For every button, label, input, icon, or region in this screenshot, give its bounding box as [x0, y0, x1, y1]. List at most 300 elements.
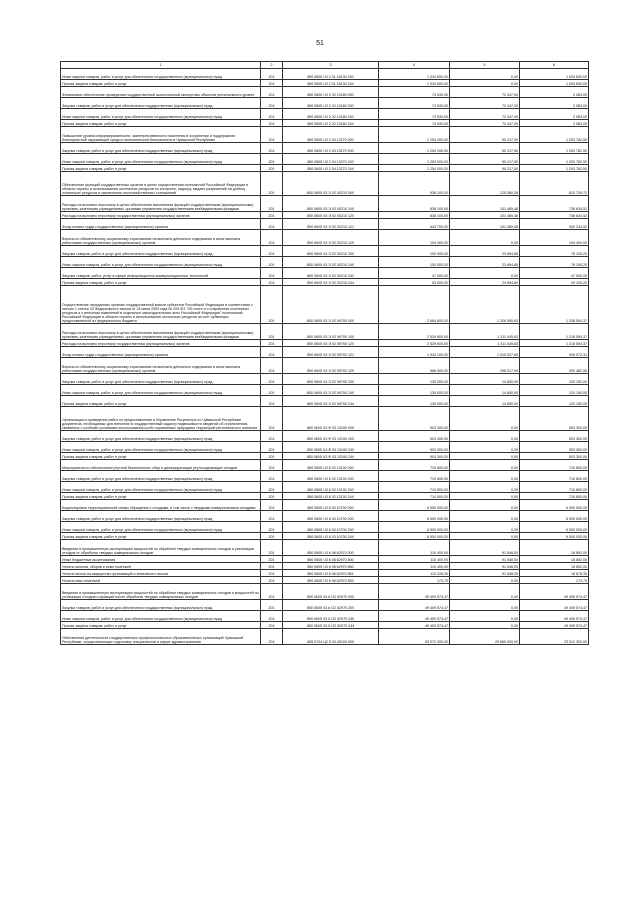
row-executed: 0,00 — [450, 80, 520, 87]
row-classifier: 850 0605 Ч3 Э 02 00210 100 — [283, 196, 379, 212]
table-row — [61, 87, 589, 98]
table-row — [61, 611, 589, 622]
row-name: Иные закупки товаров, работ и услуг для обеспечения государственных (муниципальных) нужд — [61, 69, 261, 80]
row-classifier: 850 0605 Ч3 Э 02 59700 200 — [283, 374, 379, 385]
row-name: Закупка товаров, работ и услуг для обеспечения государственных (муниципальных) нужд — [61, 98, 261, 109]
row-plan: 838 100,00 — [379, 196, 450, 212]
row-plan: 110 400,00 — [379, 540, 450, 556]
table-row — [61, 600, 589, 611]
row-code: 201 — [261, 69, 283, 80]
row-plan: 6 500 000,00 — [379, 511, 450, 522]
row-classifier: 850 0605 Ч3 Э 02 59700 120 — [283, 340, 379, 347]
row-code: 201 — [261, 172, 283, 196]
row-executed: 0,00 — [450, 493, 520, 500]
table-row — [61, 279, 589, 286]
table-row — [61, 570, 589, 577]
row-executed: 1 311 045,63 — [450, 340, 520, 347]
row-name: Иные закупки товаров, работ и услуг для обеспечения государственных (муниципальных) нужд — [61, 442, 261, 453]
table-row — [61, 286, 589, 324]
row-classifier: 850 0605 Ч3 6 02 13130 240 — [283, 482, 379, 493]
row-remaining: 1 034 600,00 — [520, 80, 589, 87]
row-executed: 0,00 — [450, 453, 520, 460]
row-classifier: 850 0605 Ч3 6 03 10700 240 — [283, 522, 379, 533]
row-remaining: 1 203 782,50 — [520, 127, 589, 143]
row-name: Взносы по обязательному социальному страхованию на выплаты денежного содержания и иные выплаты работникам государственных (муниципальных) органов — [61, 230, 261, 246]
row-plan: 100 000,00 — [379, 257, 450, 268]
row-executed: 0,00 — [450, 611, 520, 622]
row-code: 201 — [261, 577, 283, 584]
row-name: Введение в промышленную эксплуатацию мощностей по обработке твердых коммунальных отходов и утилизации отходов от обработки твердых коммунальных отходов — [61, 540, 261, 556]
row-executed: 14 850,00 — [450, 396, 520, 407]
row-executed: 0,00 — [450, 482, 520, 493]
row-code: 201 — [261, 396, 283, 407]
row-remaining: 18 852,00 — [520, 563, 589, 570]
row-classifier: 850 0605 Ч3 Э 02 59700 129 — [283, 358, 379, 374]
table-row — [61, 511, 589, 522]
row-name: Закупка товаров, работ, услуг в сфере информационно-коммуникационных технологий — [61, 268, 261, 279]
row-name: Иные закупки товаров, работ и услуг для обеспечения государственных (муниципальных) нужд — [61, 257, 261, 268]
row-name: Закупка товаров, работ и услуг для обеспечения государственных (муниципальных) нужд — [61, 431, 261, 442]
row-code: 201 — [261, 154, 283, 165]
row-name: Прочая закупка товаров, работ и услуг — [61, 453, 261, 460]
row-code: 201 — [261, 257, 283, 268]
row-code: 201 — [261, 120, 283, 127]
row-code: 201 — [261, 460, 283, 471]
row-name: Осуществление переданных органам государственной власти субъектов Российской Федерации в соответствии с частью 1 статьи 33 Федерального закона от 24 июля 2009 года № 209-ФЗ "Об охоте и о сохранении охотничьих ресурсов и о внесении изменений в отдельные законодательные акты Российской Федерации" полномочий Российской Федерации в области охраны и использования охотничьих ресурсов за счет субвенции, предоставленной из федерального бюджета — [61, 286, 261, 324]
row-executed: 0,00 — [450, 471, 520, 482]
row-plan: 110 400,00 — [379, 556, 450, 563]
row-name: Введение в промышленную эксплуатацию мощностей по обработке твердых коммунальных отходов и мощностей по утилизации отходов и фракций после обработки твердых коммунальных отходов — [61, 584, 261, 600]
row-remaining: 812 739,72 — [520, 172, 589, 196]
row-classifier: 850 0605 Ч3 2 02 13180 000 — [283, 87, 379, 98]
row-remaining: 18 852,00 — [520, 540, 589, 556]
row-code: 201 — [261, 80, 283, 87]
row-remaining: 1 034 600,00 — [520, 69, 589, 80]
row-classifier: 850 0605 Ч3 Э 02 00210 200 — [283, 246, 379, 257]
row-code: 201 — [261, 127, 283, 143]
row-remaining: 736 634,52 — [520, 196, 589, 212]
row-executed: 0,00 — [450, 69, 520, 80]
row-executed: 101 465,48 — [450, 219, 520, 230]
row-executed: 0,00 — [450, 442, 520, 453]
table-row — [61, 120, 589, 127]
row-remaining: 1 203 782,50 — [520, 143, 589, 154]
table-row — [61, 442, 589, 453]
row-code: 201 — [261, 347, 283, 358]
row-code: 201 — [261, 471, 283, 482]
row-remaining: 1 203 782,50 — [520, 154, 589, 165]
row-remaining: 120 150,00 — [520, 385, 589, 396]
row-executed: 14 850,00 — [450, 385, 520, 396]
row-code: 201 — [261, 570, 283, 577]
row-code: 201 — [261, 453, 283, 460]
row-name: Закупка товаров, работ и услуг для обеспечения государственных (муниципальных) нужд — [61, 374, 261, 385]
row-remaining: 503 300,00 — [520, 407, 589, 431]
row-classifier: 850 0605 Ч3 2 02 13180 240 — [283, 109, 379, 120]
row-executed: 101 465,48 — [450, 196, 520, 212]
row-name: Организация и проведение работ по предоставлению в Управление Росреестра по Чувашской Республике документов, необходимых для внесения в государственный кадастр недвижимости сведений об ограничениях, связанных с особыми условиями использования особо охраняемых природных территорий регионального значения — [61, 407, 261, 431]
row-plan: 710 800,00 — [379, 493, 450, 500]
row-classifier: 850 0605 Ч3 Э 02 00210 242 — [283, 268, 379, 279]
row-classifier: 850 0605 Ч3 Э 02 00210 244 — [283, 279, 379, 286]
row-name: Иные закупки товаров, работ и услуг для обеспечения государственных (муниципальных) нужд — [61, 522, 261, 533]
row-plan: 74 530,00 — [379, 109, 450, 120]
row-name: Прочая закупка товаров, работ и услуг — [61, 80, 261, 87]
row-executed: 14 850,00 — [450, 374, 520, 385]
row-classifier: 850 0605 Ч3 6 02 13130 200 — [283, 471, 379, 482]
row-name: Обеспечение деятельности государственных профессиональных образовательных организаций Чувашской Республики, осуществляющих подготовку специалистов в сфере здравоохранения — [61, 629, 261, 645]
row-remaining: 194 400,00 — [520, 230, 589, 246]
table-row — [61, 165, 589, 172]
row-executed: 23 894,80 — [450, 279, 520, 286]
row-classifier: 850 0605 Ч3 2 01 18130 240 — [283, 69, 379, 80]
row-remaining: 2 083,00 — [520, 87, 589, 98]
row-code: 201 — [261, 622, 283, 629]
row-code: 201 — [261, 500, 283, 511]
row-classifier: 855 0704 Ц2 5 03 40100 000 — [283, 629, 379, 645]
row-plan: 1 254 000,00 — [379, 127, 450, 143]
row-name: Уплата налогов, сборов и иных платежей — [61, 563, 261, 570]
row-classifier: 850 0605 Ч3 6 03 10700 000 — [283, 500, 379, 511]
row-remaining: 2 083,00 — [520, 98, 589, 109]
row-executed: 296 017,94 — [450, 358, 520, 374]
row-code: 201 — [261, 385, 283, 396]
row-plan: 74 530,00 — [379, 87, 450, 98]
table-row — [61, 453, 589, 460]
row-code: 201 — [261, 533, 283, 540]
row-remaining: 1 338 504,37 — [520, 286, 589, 324]
table-row — [61, 340, 589, 347]
table-row — [61, 533, 589, 540]
row-name: Прочая закупка товаров, работ и услуг — [61, 493, 261, 500]
row-classifier: 850 0605 Ч3 Ф 03 13190 244 — [283, 453, 379, 460]
row-classifier: 850 0605 Ч3 6 G2 52970 244 — [283, 622, 379, 629]
row-plan: 49 409 574,47 — [379, 584, 450, 600]
table-row — [61, 629, 589, 645]
row-plan: 173,70 — [379, 577, 450, 584]
row-name: Прочая закупка товаров, работ и услуг — [61, 533, 261, 540]
row-executed: 50 217,50 — [450, 127, 520, 143]
row-classifier: 850 0605 Ч3 6 03 10700 200 — [283, 511, 379, 522]
row-plan: 2 529 600,00 — [379, 340, 450, 347]
row-name: Иные закупки товаров, работ и услуг для обеспечения государственных (муниципальных) нужд — [61, 611, 261, 622]
row-remaining: 542 234,52 — [520, 219, 589, 230]
row-code: 201 — [261, 629, 283, 645]
row-remaining: 18 852,00 — [520, 556, 589, 563]
header-col-2: 2 — [261, 62, 283, 69]
row-executed: 0,00 — [450, 431, 520, 442]
row-code: 201 — [261, 584, 283, 600]
row-executed: 50 217,50 — [450, 165, 520, 172]
row-remaining: 710 800,00 — [520, 482, 589, 493]
row-name: Уплата налога на имущество организаций и земельного налога — [61, 570, 261, 577]
row-executed: 0,00 — [450, 268, 520, 279]
row-remaining: 503 300,00 — [520, 453, 589, 460]
row-executed: 0,00 — [450, 577, 520, 584]
row-name: Закупка товаров, работ и услуг для обеспечения государственных (муниципальных) нужд — [61, 143, 261, 154]
row-remaining: 173,70 — [520, 577, 589, 584]
row-name: Мероприятия по обеспечению ртутной безопасности: сбор и демеркуризация ртутьсодержащих отходов — [61, 460, 261, 471]
row-name: Иные закупки товаров, работ и услуг для обеспечения государственных (муниципальных) нужд — [61, 482, 261, 493]
row-executed: 91 548,00 — [450, 563, 520, 570]
row-plan: 2 529 600,00 — [379, 324, 450, 340]
row-code: 201 — [261, 431, 283, 442]
row-remaining: 49 409 574,47 — [520, 622, 589, 629]
table-row — [61, 396, 589, 407]
row-name: Прочая закупка товаров, работ и услуг — [61, 622, 261, 629]
row-name: Закупка товаров, работ и услуг для обеспечения государственных (муниципальных) нужд — [61, 471, 261, 482]
table-row — [61, 69, 589, 80]
row-classifier: 850 0605 Ч3 Э 02 59700 100 — [283, 324, 379, 340]
row-plan: 1 034 600,00 — [379, 69, 450, 80]
row-name: Обеспечение функций государственных органов в целях осуществления полномочий Российской Федерации в области охраны и использования охотничьих ресурсов по контролю, надзору, выдаче разрешений на добычу охотничьих ресурсов и заключению охотхозяйственных соглашений — [61, 172, 261, 196]
row-plan: 838 100,00 — [379, 212, 450, 219]
table-row — [61, 540, 589, 556]
row-classifier: 850 0605 Ч3 2 04 13270 200 — [283, 143, 379, 154]
row-name: Фонд оплаты труда государственных (муниципальных) органов — [61, 347, 261, 358]
row-code: 201 — [261, 511, 283, 522]
row-remaining: 29 105,20 — [520, 279, 589, 286]
row-name: Прочая закупка товаров, работ и услуг — [61, 165, 261, 172]
row-code: 201 — [261, 196, 283, 212]
row-classifier: 850 0605 Ч3 Э 02 59700 240 — [283, 385, 379, 396]
row-plan: 1 943 100,00 — [379, 347, 450, 358]
row-executed: 91 548,00 — [450, 556, 520, 563]
row-plan: 1 254 000,00 — [379, 143, 450, 154]
row-code: 201 — [261, 563, 283, 570]
row-plan: 74 530,00 — [379, 120, 450, 127]
table-row — [61, 500, 589, 511]
row-classifier: 850 0605 Ч3 Э 02 00210 121 — [283, 219, 379, 230]
row-classifier: 850 0605 Ч3 6 02 13130 244 — [283, 493, 379, 500]
row-code: 201 — [261, 611, 283, 622]
row-name: Взносы по обязательному социальному страхованию на выплаты денежного содержания и иные выплаты работникам государственных (муниципальных) органов — [61, 358, 261, 374]
row-code: 201 — [261, 98, 283, 109]
row-executed: 50 217,50 — [450, 154, 520, 165]
row-remaining: 23 512 300,00 — [520, 629, 589, 645]
row-name: Расходы на выплаты персоналу государственных (муниципальных) органов — [61, 340, 261, 347]
row-executed: 50 217,50 — [450, 143, 520, 154]
row-name: Повышение уровня информированности, заинтересованности населения в сохранении и поддержании благоприятной окружающей среды и экологической безопасности в Чувашской Республике — [61, 127, 261, 143]
table-row — [61, 257, 589, 268]
row-remaining: 736 634,52 — [520, 212, 589, 219]
row-name: Закупка товаров, работ и услуг для обеспечения государственных (муниципальных) нужд — [61, 246, 261, 257]
row-remaining: 710 800,00 — [520, 471, 589, 482]
row-classifier: 850 0605 Ч3 Э 02 00210 240 — [283, 257, 379, 268]
row-plan: 135 000,00 — [379, 396, 450, 407]
row-code: 201 — [261, 109, 283, 120]
row-plan: 938 100,00 — [379, 172, 450, 196]
row-plan: 1 034 600,00 — [379, 80, 450, 87]
row-code: 201 — [261, 442, 283, 453]
row-plan: 135 000,00 — [379, 385, 450, 396]
row-remaining: 47 000,00 — [520, 268, 589, 279]
row-code: 201 — [261, 407, 283, 431]
row-executed: 0,00 — [450, 500, 520, 511]
row-remaining: 120 150,00 — [520, 374, 589, 385]
row-executed: 0,00 — [450, 511, 520, 522]
row-classifier: 850 0605 Ч3 Э 02 59700 244 — [283, 396, 379, 407]
page-number: 51 — [316, 40, 324, 47]
row-name: Корректировка территориальной схемы обращения с отходами, в том числе с твердыми коммунальными отходами — [61, 500, 261, 511]
table-row — [61, 556, 589, 563]
table-row — [61, 563, 589, 570]
table-row — [61, 471, 589, 482]
row-name: Закупка товаров, работ и услуг для обеспечения государственных (муниципальных) нужд — [61, 600, 261, 611]
row-plan: 710 800,00 — [379, 471, 450, 482]
row-classifier: 850 0605 Ч3 Э 02 00210 129 — [283, 230, 379, 246]
row-remaining: 928 072,31 — [520, 347, 589, 358]
row-remaining: 76 105,20 — [520, 257, 589, 268]
row-classifier: 850 0605 Ч3 Э 02 59700 121 — [283, 347, 379, 358]
row-plan: 6 500 000,00 — [379, 533, 450, 540]
row-code: 201 — [261, 246, 283, 257]
row-plan: 100 000,00 — [379, 246, 450, 257]
table-row — [61, 172, 589, 196]
row-code: 201 — [261, 340, 283, 347]
row-classifier: 850 0605 Ч3 6 06 62970 800 — [283, 556, 379, 563]
row-plan: 6 500 000,00 — [379, 500, 450, 511]
row-executed: 91 548,00 — [450, 540, 520, 556]
row-plan: 710 800,00 — [379, 460, 450, 471]
row-name: Расходы на выплаты персоналу в целях обеспечения выполнения функций государственными (муниципальными) органами, казенными учреждениями, органами управления государственными внебюджетными фондами — [61, 324, 261, 340]
row-classifier: 850 0605 Ч3 2 04 13270 244 — [283, 165, 379, 172]
row-plan: 503 300,00 — [379, 453, 450, 460]
row-classifier: 850 0605 Ч3 6 06 62970 851 — [283, 570, 379, 577]
row-classifier: 850 0605 Ч3 Ф 03 13190 240 — [283, 442, 379, 453]
row-executed: 23 894,80 — [450, 257, 520, 268]
table-row — [61, 584, 589, 600]
row-executed: 1 015 027,69 — [450, 347, 520, 358]
row-remaining: 49 409 574,47 — [520, 584, 589, 600]
row-classifier: 850 0605 Ч3 6 06 62970 000 — [283, 540, 379, 556]
row-executed: 1 311 045,63 — [450, 324, 520, 340]
row-classifier: 850 0605 Ч3 2 04 13270 000 — [283, 127, 379, 143]
row-classifier: 850 0605 Ч3 Э 02 00210 120 — [283, 212, 379, 219]
row-remaining: 49 409 574,47 — [520, 600, 589, 611]
row-classifier: 850 0605 Ч3 Ф 03 13190 200 — [283, 431, 379, 442]
row-classifier: 850 0605 Ч3 2 04 13270 240 — [283, 154, 379, 165]
row-executed: 29 560 000,00 — [450, 629, 520, 645]
row-plan: 110 400,00 — [379, 563, 450, 570]
row-code: 201 — [261, 87, 283, 98]
row-remaining: 49 409 574,47 — [520, 611, 589, 622]
table-row — [61, 622, 589, 629]
row-plan: 2 664 600,00 — [379, 286, 450, 324]
row-name: Прочая закупка товаров, работ и услуг — [61, 120, 261, 127]
row-name: Уплата иных платежей — [61, 577, 261, 584]
row-remaining: 503 300,00 — [520, 431, 589, 442]
row-plan: 503 300,00 — [379, 442, 450, 453]
row-code: 201 — [261, 374, 283, 385]
table-row — [61, 460, 589, 471]
row-remaining: 503 300,00 — [520, 442, 589, 453]
table-row — [61, 407, 589, 431]
row-classifier: 850 0605 Ч3 2 02 13180 244 — [283, 120, 379, 127]
row-remaining: 1 218 554,37 — [520, 340, 589, 347]
row-classifier: 850 0605 Ч3 2 02 13180 200 — [283, 98, 379, 109]
row-name: Расходы на выплаты персоналу в целях обеспечения выполнения функций государственными (муниципальными) органами, казенными учреждениями, органами управления государственными внебюджетными фондами — [61, 196, 261, 212]
row-executed: 0,00 — [450, 407, 520, 431]
row-classifier: 850 0605 Ч3 6 06 62970 853 — [283, 577, 379, 584]
row-executed: 72 447,00 — [450, 87, 520, 98]
row-executed: 101 465,48 — [450, 212, 520, 219]
row-name: Расходы на выплаты персоналу государственных (муниципальных) органов — [61, 212, 261, 219]
row-remaining: 1 218 554,37 — [520, 324, 589, 340]
row-code: 201 — [261, 286, 283, 324]
row-classifier: 850 0605 Ч3 Э 02 00210 000 — [283, 172, 379, 196]
header-col-3: 3 — [283, 62, 379, 69]
row-code: 201 — [261, 165, 283, 172]
table-row — [61, 385, 589, 396]
row-executed: 1 326 095,63 — [450, 286, 520, 324]
row-plan: 1 254 000,00 — [379, 165, 450, 172]
row-plan: 53 000,00 — [379, 279, 450, 286]
row-classifier: 850 0605 Ч3 6 02 13130 000 — [283, 460, 379, 471]
row-executed: 0,00 — [450, 600, 520, 611]
row-plan: 6 500 000,00 — [379, 522, 450, 533]
table-body — [61, 69, 589, 645]
table-row — [61, 268, 589, 279]
row-remaining: 76 105,20 — [520, 246, 589, 257]
row-code: 201 — [261, 324, 283, 340]
header-col-5: 5 — [450, 62, 520, 69]
table-row — [61, 98, 589, 109]
row-plan: 53 072 300,00 — [379, 629, 450, 645]
row-executed: 72 447,00 — [450, 109, 520, 120]
row-remaining: 2 083,00 — [520, 120, 589, 127]
row-classifier: 850 0605 Ч3 6 03 10700 244 — [283, 533, 379, 540]
row-classifier: 850 0605 Ч3 6 G2 52970 200 — [283, 600, 379, 611]
row-plan: 503 300,00 — [379, 407, 450, 431]
row-executed: 0,00 — [450, 460, 520, 471]
row-remaining: 6 500 000,00 — [520, 511, 589, 522]
row-plan: 194 400,00 — [379, 230, 450, 246]
table-row — [61, 230, 589, 246]
row-plan: 643 700,00 — [379, 219, 450, 230]
row-code: 201 — [261, 556, 283, 563]
row-name: Финансовое обеспечение проведения государственной экологической экспертизы объектов регионального уровня — [61, 87, 261, 98]
table-row — [61, 482, 589, 493]
row-name: Иные закупки товаров, работ и услуг для обеспечения государственных (муниципальных) нужд — [61, 385, 261, 396]
table-row — [61, 347, 589, 358]
row-plan: 110 226,30 — [379, 570, 450, 577]
table-row — [61, 127, 589, 143]
row-plan: 47 000,00 — [379, 268, 450, 279]
row-remaining: 6 500 000,00 — [520, 533, 589, 540]
row-remaining: 6 500 000,00 — [520, 500, 589, 511]
row-name: Иные бюджетные ассигнования — [61, 556, 261, 563]
row-plan: 586 500,00 — [379, 358, 450, 374]
row-classifier: 850 0605 Ч3 Ф 03 13190 000 — [283, 407, 379, 431]
table-row — [61, 431, 589, 442]
row-executed: 0,00 — [450, 622, 520, 629]
row-executed: 72 447,00 — [450, 98, 520, 109]
row-remaining: 6 500 000,00 — [520, 522, 589, 533]
row-remaining: 2 083,00 — [520, 109, 589, 120]
row-code: 201 — [261, 358, 283, 374]
row-code: 201 — [261, 230, 283, 246]
table-row — [61, 154, 589, 165]
table-row — [61, 80, 589, 87]
table-row — [61, 219, 589, 230]
row-remaining: 710 800,00 — [520, 493, 589, 500]
row-executed: 72 447,00 — [450, 120, 520, 127]
row-code: 201 — [261, 482, 283, 493]
row-remaining: 290 482,06 — [520, 358, 589, 374]
table-row — [61, 577, 589, 584]
row-executed: 91 548,00 — [450, 570, 520, 577]
